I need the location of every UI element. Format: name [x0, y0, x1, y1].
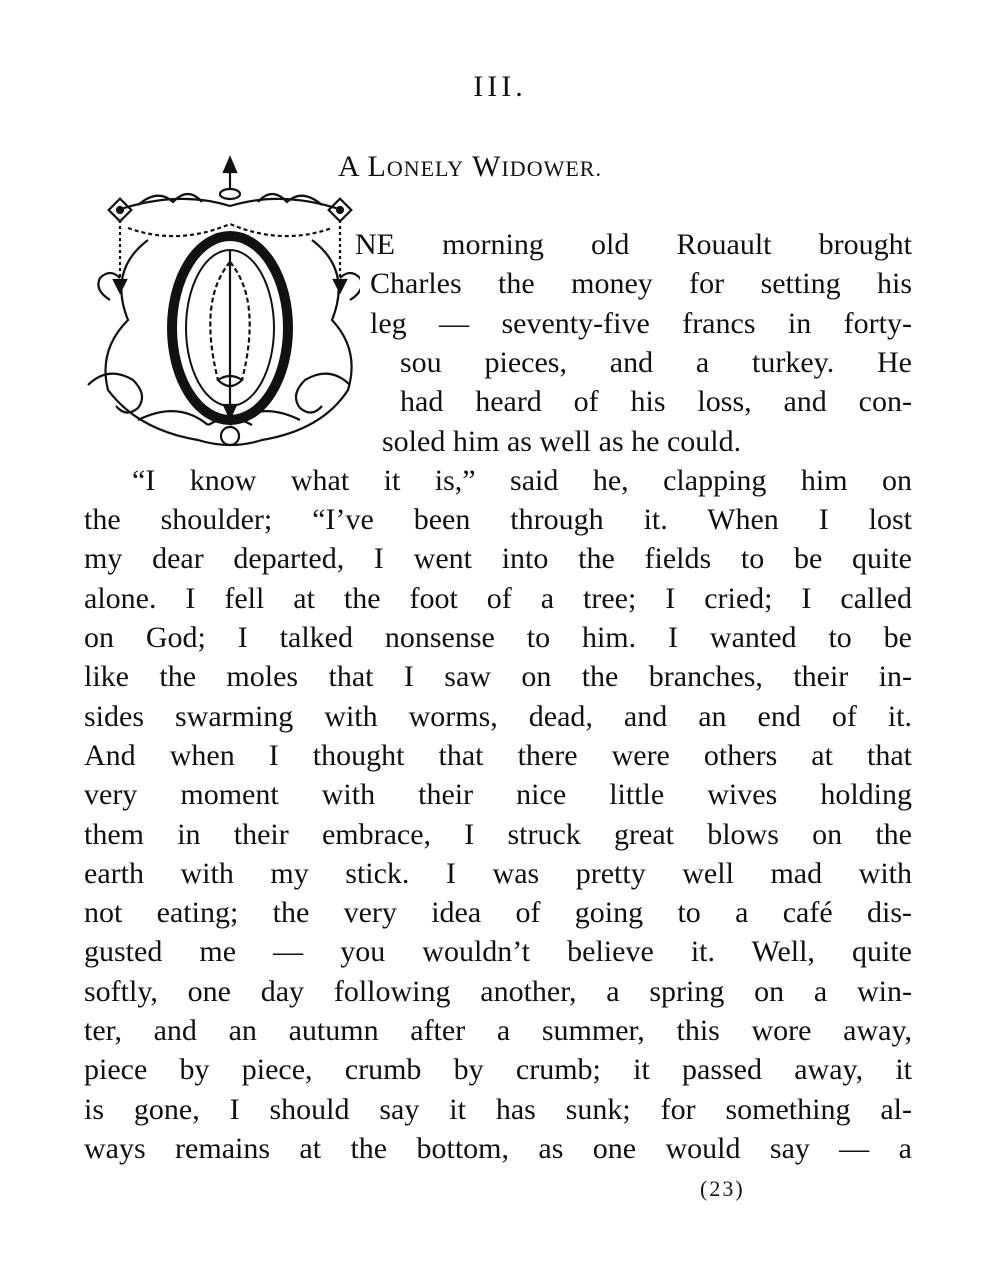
text-line: on God; I talked nonsense to him. I wanted to be: [84, 621, 912, 654]
text-line: like the moles that I saw on the branches, their in-: [84, 660, 912, 694]
text-line: piece by piece, crumb by crumb; it passed away, it: [84, 1053, 912, 1087]
page-number: (23): [700, 1176, 745, 1201]
text-line: them in their embrace, I struck great blows on the: [84, 817, 912, 851]
text-line: had heard of his loss, and con-: [400, 385, 912, 419]
text-line: very moment with their nice little wives holding: [84, 778, 912, 812]
text-line: Charles the money for setting his: [370, 267, 912, 301]
text-line: soled him as well as he could.: [382, 424, 742, 458]
text-line: not eating; the very idea of going to a café dis-: [84, 896, 912, 930]
text-line: earth with my stick. I was pretty well mad with: [84, 856, 912, 890]
chapter-title: [338, 150, 602, 184]
text-line: alone. I fell at the foot of a tree; I cried; I called: [84, 581, 912, 615]
text-line: NE morning old Rouault brought: [355, 228, 912, 261]
text-line: gusted me — you wouldn’t believe it. Well, quite: [84, 935, 912, 969]
text-line: ways remains at the bottom, as one would say — a: [84, 1131, 912, 1165]
text-line: softly, one day following another, a spring on a win-: [84, 974, 912, 1008]
text-line: ter, and an autumn after a summer, this wore away,: [84, 1014, 912, 1047]
text-line: And when I thought that there were others at that: [84, 738, 912, 772]
ornamental-initial-o: [78, 150, 360, 455]
text-line: “I know what it is,” said he, clapping him on: [132, 463, 912, 497]
text-line: the shoulder; “I’ve been through it. When I lost: [84, 503, 912, 537]
text-line: sou pieces, and a turkey. He: [400, 345, 912, 379]
text-line: leg — seventy-five francs in forty-: [370, 306, 912, 340]
chapter-title-text: A LONELY WIDOWER.: [338, 150, 602, 183]
text-line: sides swarming with worms, dead, and an end of it.: [84, 699, 912, 733]
text-line: is gone, I should say it has sunk; for something al-: [84, 1092, 912, 1126]
text-line: my dear departed, I went into the fields to be quite: [84, 542, 912, 576]
chapter-number: III.: [473, 70, 527, 103]
